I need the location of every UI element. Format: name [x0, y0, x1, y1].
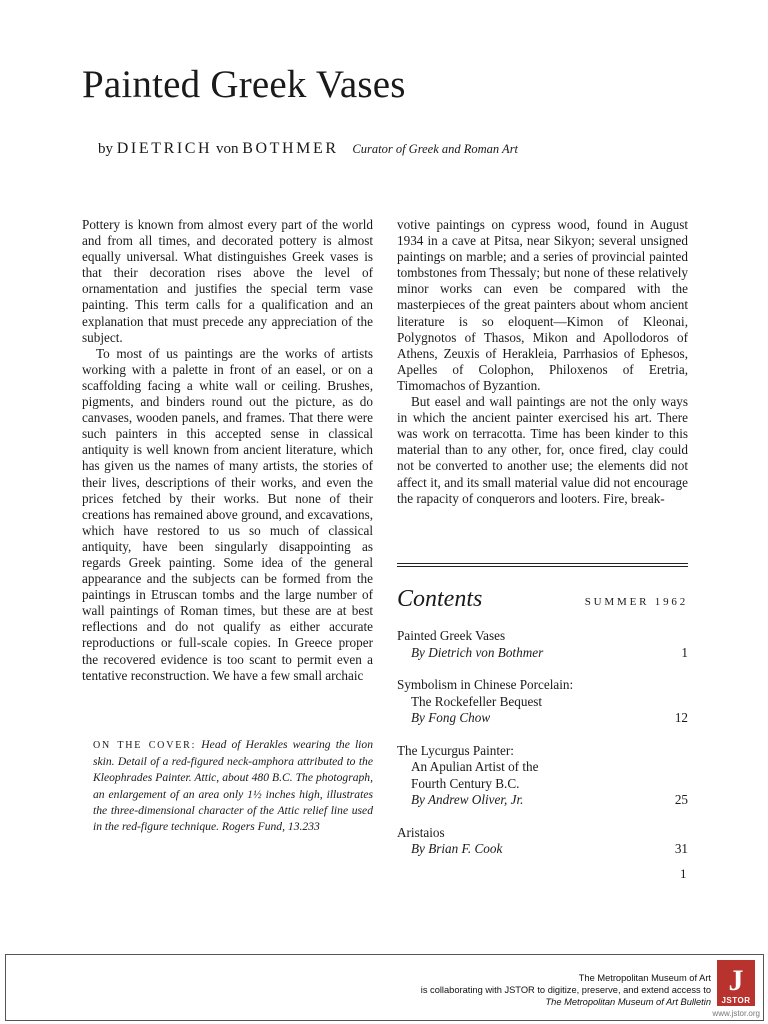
article-column-right — [397, 217, 688, 507]
article-column-left — [82, 217, 373, 684]
entry-subtitle: An Apulian Artist of the — [411, 759, 539, 774]
contents-divider-bottom — [397, 566, 688, 567]
footer-line-3[interactable]: The Metropolitan Museum of Art Bulletin — [545, 997, 711, 1007]
cover-note-label: ON THE COVER: — [93, 740, 197, 751]
article-paragraph: votive paintings on cypress wood, found in August 1934 in a cave at Pitsa, near Sikyon; several unsigned paintings on marble; and a series of provincial painted tombstones from Thessaly; but none of these relatively minor works can even be compared with the masterpieces of the great painters about whom ancient literature is so eloquent—Kimon of Kleonai, Polygnotos of Thasos, Mikon and Apollodoros of Athens, Zeuxis of Herakleia, Parrhasios of Ephesos, Apelles of Colophon, Philoxenos of Eretria, Timomachos of Byzantion. — [397, 217, 688, 393]
byline — [98, 140, 518, 158]
article-paragraph: Pottery is known from almost every part of the world and from all times, and decorated pottery is almost equally universal. What distinguishes Greek vases is that their decoration rises above the level of ornamentation and justifies the special term vase painting. This term calls for a qualification and an explanation that must precede any appreciation of the subject. — [82, 217, 373, 345]
entry-subtitle: Fourth Century B.C. — [411, 775, 520, 791]
footer-notice — [421, 972, 711, 1008]
entry-title: Aristaios — [397, 824, 445, 840]
jstor-logo-icon[interactable]: J JSTOR — [717, 960, 755, 1006]
cover-note-text: Head of Herakles wearing the lion skin. Detail of a red-figured neck-amphora attributed to the Kleophrades Painter. Attic, about 480 B.C. The photograph, an enlargement of an area only 1½ inches high, illustrates the three-dimensional character of the Attic relief line used in the red-figure technique. Rogers Fund, 13.233 — [93, 738, 373, 834]
page-title: Painted Greek Vases — [82, 63, 406, 106]
footer-line-2: is collaborating with JSTOR to digitize, preserve, and extend access to — [420, 985, 711, 995]
entry-title: Symbolism in Chinese Porcelain: — [397, 677, 574, 692]
contents-entry[interactable] — [397, 677, 688, 727]
entry-page: 12 — [674, 710, 688, 725]
jstor-logo-text: JSTOR — [721, 996, 751, 1005]
entry-author: By Andrew Oliver, Jr. — [411, 792, 524, 807]
issue-season: SUMMER 1962 — [584, 596, 688, 608]
entry-page: 31 — [674, 841, 688, 856]
contents-entry[interactable] — [397, 743, 688, 809]
entry-title: Painted Greek Vases — [397, 628, 506, 643]
article-paragraph: To most of us paintings are the works of artists working with a palette in front of an easel, or on a scaffolding facing a white wall or ceiling. Brushes, pigments, and binders round out the picture, as do canvases, wooden panels, and frames. That there were such painters in this accepted sense in classical antiquity is well known from ancient literature, which has given us the names of many artists, the stories of their lives, descriptions of their works, and even the prices fetched by their works. But none of their creations has remained above ground, and excavations, which have restored to us so much of classical antiquity, have been singularly disappointing as regards Greek painting. Some idea of the general appearance and the subjects can be formed from the paintings in Etruscan tombs and the large number of wall paintings of Roman times, but these are at best reflections and do not qualify as either accurate reproductions or full-scale copies. In Greece proper the recovered evidence is too scant to permit even a tentative reconstruction. We have a few small archaic — [82, 345, 373, 683]
cover-note — [93, 737, 373, 835]
entry-author: By Fong Chow — [411, 710, 491, 725]
author-last-name: BOTHMER — [242, 140, 339, 157]
author-role: Curator of Greek and Roman Art — [352, 142, 519, 156]
contents-divider-top — [397, 563, 688, 564]
contents-entry[interactable] — [397, 825, 688, 858]
entry-title: The Lycurgus Painter: — [397, 742, 514, 758]
jstor-url-link[interactable]: www.jstor.org — [712, 1009, 760, 1018]
author-first-name: DIETRICH — [116, 140, 213, 157]
contents-header — [397, 586, 688, 616]
page-number: 1 — [680, 866, 687, 881]
entry-author: By Dietrich von Bothmer — [411, 644, 544, 660]
contents-title: Contents — [397, 586, 483, 612]
entry-page: 1 — [681, 644, 688, 660]
article-paragraph: But easel and wall paintings are not the only ways in which the ancient painter exercised his art. There was work on terracotta. Time has been kinder to this material than to any other, for, once fired, clay could not be converted to another use; the elements did not affect it, and its small material value did not encourage the rapacity of conquerors and looters. Fire, break- — [397, 394, 688, 506]
entry-subtitle: The Rockefeller Bequest — [411, 693, 543, 709]
entry-author: By Brian F. Cook — [411, 841, 503, 856]
contents-entry[interactable] — [397, 628, 688, 661]
jstor-footer — [5, 954, 764, 1021]
byline-by: by — [98, 141, 113, 157]
contents-list — [397, 628, 688, 874]
entry-page: 25 — [674, 792, 688, 807]
author-particle: von — [215, 141, 239, 157]
footer-line-1: The Metropolitan Museum of Art — [578, 973, 711, 983]
